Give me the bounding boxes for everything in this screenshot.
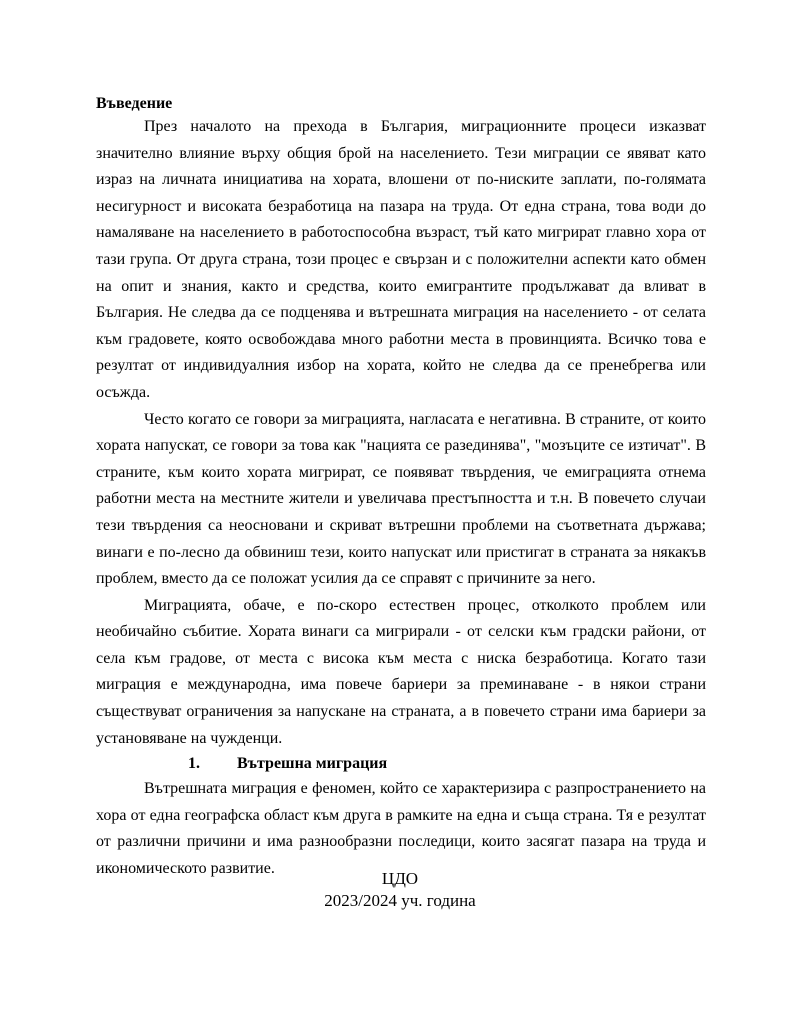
intro-heading: Въведение [96, 95, 173, 112]
document-body [96, 94, 706, 883]
section-number: 1. [188, 755, 200, 773]
section-heading [96, 752, 706, 776]
section-paragraph: Вътрешната миграция е феномен, който се характеризира с разпространението на хора от една географска област към друга в рамките на една и съща страна. Тя е резултат от различни причини и има разнообразни последици, които засягат пазара на труда и икономическото развитие. [96, 780, 706, 878]
intro-paragraph-2: Често когато се говори за миграцията, нагласата е негативна. В страните, от които хората напускат, се говори за това как "нацията се разединява", "мозъците се изтичат". В страните, към които хората мигрират, се появяват твърдения, че емиграцията отнема работни места на местните жители и увеличава престъпността и т.н. В повечето случаи тези твърдения са неосновани и скриват вътрешни проблеми на съответната държава; винаги е по-лесно да обвиниш тези, които напускат или пристигат в страната за някакъв проблем, вместо да се положат усилия да се справят с причините за него. [96, 410, 706, 588]
intro-paragraph-1: През началото на прехода в България, миграционните процеси изказват значително влияние върху общия брой на населението. Тези миграции се явяват като израз на личната инициатива на хората, влошени от по-ниските заплати, по-голямата несигурност и високата безработица на пазара на труда. От една страна, това води до намаляване на населението в работоспособна възраст, тъй като мигрират главно хора от тази група. От друга страна, този процес е свързан и с положителни аспекти като обмен на опит и знания, както и средства, които емигрантите продължават да вливат в България. Не следва да се подценява и вътрешната миграция на населението - от селата към градовете, която освобождава много работни места в провинцията. Всичко това е резултат от индивидуалния избор на хората, който не следва да се пренебрегва или осъжда. [96, 118, 706, 401]
section-title: Вътрешна миграция [237, 755, 388, 773]
footer-academic-year: 2023/2024 уч. година [324, 891, 476, 910]
footer-organization: ЦДО [381, 869, 419, 888]
intro-paragraph-3: Миграцията, обаче, е по-скоро естествен процес, отколкото проблем или необичайно събитие. Хората винаги са мигрирали - от селски към градски райони, от села към градове, от места с висока към места с ниска безработица. Когато тази миграция е международна, има повече бариери за преминаване - в някои страни съществуват ограничения за напускане на страната, а в повечето страни има бариери за установяване на чужденци. [96, 596, 706, 747]
